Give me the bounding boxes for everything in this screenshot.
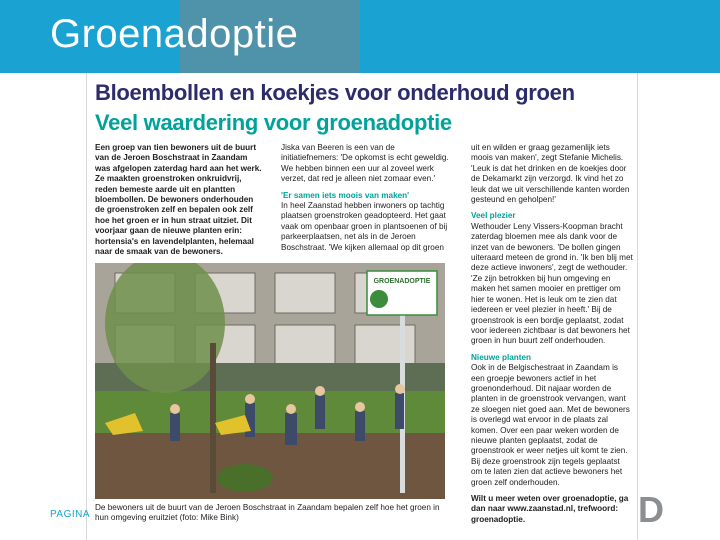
article-subheading: Veel plezier [471, 211, 516, 221]
article-headline: Bloembollen en koekjes voor onderhoud groen [95, 80, 575, 105]
article-subheading: 'Er samen iets moois van maken' [281, 190, 410, 200]
article-paragraph: Ook in de Belgischestraat in Zaandam is een groepje bewoners actief in het groenonderhoud. Dit najaar worden de planten in de groenstrook vervangen, want ze sloegen niet goed aan. Met de bewoners is overlegd wat ervoor in de plaats zal komen. Over een paar weken worden de nieuwe planten geplaatst, zodat de groenstrook er weer netjes uit komt te zien. Bij deze groenstrook zijn tegels geplaatst om te laten zien dat actieve bewoners het groen zelf onderhouden. [471, 363, 630, 487]
article-paragraph: Jiska van Beeren is een van de initiatiefnemers: 'De opkomst is echt geweldig. We hebben binnen een uur al zoveel werk verzet, dat red je alleen niet zomaar even.' [281, 143, 449, 184]
article-closing: Wilt u meer weten over groenadoptie, ga dan naar www.zaanstad.nl, trefwoord: groenadoptie. [471, 494, 629, 524]
page-footer-label: PAGINA [50, 509, 91, 520]
newspaper-clipping [86, 73, 638, 540]
article-photo [95, 263, 445, 499]
photo-illustration [95, 263, 445, 499]
article-column-2 [281, 143, 451, 253]
article-paragraph: Wethouder Leny Vissers-Koopman bracht zaterdag bloemen mee als dank voor de inzet van de bewoners. 'De bollen gingen uiteraard meteen de grond in. 'Ik ben blij met deze actieve inwoners', zegt de wethouder. 'Ze zijn betrokken bij hun omgeving en maken het samen mooier en prettiger om hier te wonen. Het is leuk om te zien dat iedereen er veel plezier in heeft.' Bij de groenstrook is een bordje geplaatst, zodat voor iedereen zichtbaar is dat bewoners het groen in hun buurt zelf onderhouden. [471, 221, 633, 346]
article-paragraph: In heel Zaanstad hebben inwoners op tachtig plaatsen groenstroken geadopteerd. Het gaat vaak om openbaar groen in plantsoenen of bij parkeerplaatsen, net als in de Jeroen Boschstraat. 'We kijken allemaal op dit groen [281, 201, 448, 252]
photo-caption: De bewoners uit de buurt van de Jeroen Boschstraat in Zaandam bepalen zelf hoe het groen in hun omgeving eruitziet (foto: Mike Bink) [95, 503, 440, 523]
article-column-3 [471, 143, 633, 525]
article-paragraph: uit en wilden er graag gezamenlijk iets moois van maken', zegt Stefanie Michelis. 'Leuk is dat het drinken en de koekjes door de Dekamarkt zijn verzorgd. Ik vind het zo leuk dat we uit verschillende kanten worden gesteund en geholpen!' [471, 143, 630, 205]
logo: D [638, 489, 664, 530]
article-lead: Een groep van tien bewoners uit de buurt van de Jeroen Boschstraat in Zaandam was afgelopen zaterdag hard aan het werk. Ze maakten groenstroken onkruidvrij, reden bemeste aarde uit en plantten bloembollen. De bewoners onderhouden de groenstroken zelf en bepalen ook zelf hoe het groen er in hun straat uitziet. Dit voorjaar gaan de nieuwe planten erin: hortensia's en lavendelplanten, helemaal naar de smaak van de bewoners. [95, 143, 262, 257]
article-lead-column [95, 143, 265, 257]
article-subhead: Veel waardering voor groenadoptie [95, 110, 452, 135]
article-subheading: Nieuwe planten [471, 352, 532, 362]
slide-title: Groenadoptie [50, 12, 299, 56]
sign-title: GROENADOPTIE [373, 278, 431, 285]
